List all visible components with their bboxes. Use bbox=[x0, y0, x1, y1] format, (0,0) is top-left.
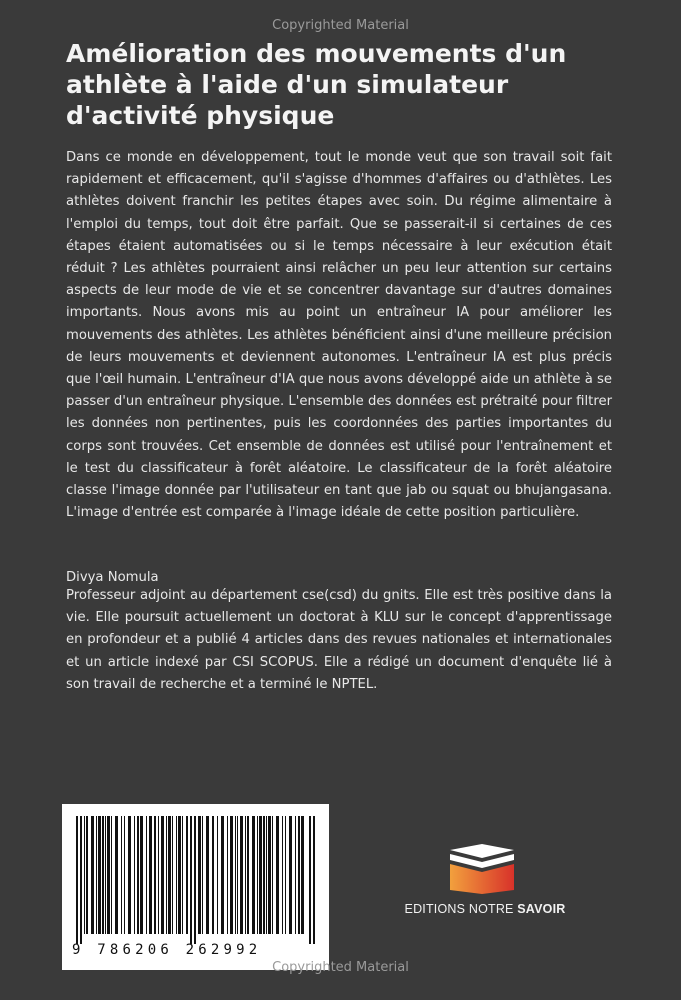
barcode-bar bbox=[285, 816, 286, 934]
barcode-bar bbox=[257, 816, 258, 934]
barcode-bar bbox=[186, 816, 188, 934]
barcode-bar bbox=[266, 816, 267, 934]
barcode-bar bbox=[176, 816, 177, 934]
barcode-bar bbox=[166, 816, 167, 934]
isbn-number: 9 786206 262992 bbox=[72, 942, 262, 958]
barcode-bar bbox=[194, 816, 196, 944]
barcode-bar bbox=[301, 816, 304, 934]
barcode-bar bbox=[128, 816, 131, 934]
barcode-bar bbox=[289, 816, 292, 934]
barcode-bar bbox=[168, 816, 171, 934]
barcode-bar bbox=[217, 816, 218, 934]
barcode-bars bbox=[74, 816, 317, 944]
publisher-logo bbox=[446, 840, 518, 894]
barcode-bar bbox=[190, 816, 192, 944]
barcode-bar bbox=[161, 816, 164, 934]
barcode-bar bbox=[172, 816, 173, 934]
barcode-bar bbox=[84, 816, 85, 934]
barcode-bar bbox=[149, 816, 152, 934]
barcode-bar bbox=[235, 816, 236, 934]
barcode-bar bbox=[96, 816, 97, 934]
barcode-bar bbox=[313, 816, 315, 944]
barcode-bar bbox=[212, 816, 214, 934]
barcode-bar bbox=[107, 816, 110, 934]
barcode-bar bbox=[111, 816, 112, 934]
barcode-bar bbox=[121, 816, 122, 934]
barcode-bar bbox=[245, 816, 246, 934]
barcode-bar bbox=[115, 816, 118, 934]
barcode-bar bbox=[198, 816, 201, 934]
barcode-bar bbox=[80, 816, 82, 944]
barcode-bar bbox=[240, 816, 243, 934]
barcode-bar bbox=[91, 816, 94, 934]
barcode-bar bbox=[178, 816, 181, 934]
barcode-bar bbox=[76, 816, 78, 944]
barcode-bar bbox=[252, 816, 255, 934]
barcode-bar bbox=[282, 816, 283, 934]
watermark-top: Copyrighted Material bbox=[272, 18, 409, 33]
barcode-bar bbox=[137, 816, 139, 934]
barcode-bar bbox=[86, 816, 88, 934]
publisher-name bbox=[395, 902, 575, 916]
book-summary: Dans ce monde en développement, tout le monde veut que son travail soit fait rapidement et efficacement, qu'il s'agisse d'hommes d'affaires ou d'athlètes. Les athlètes doivent franchir les petites étapes avec soin. Du régime alimentaire à l'emploi du temps, tout doit être parfait. Que se passerait-il si certaines de ces étapes étaient automatisées ou si le temps nécessaire à leur exécution était réduit ? Les athlètes pourraient ainsi relâcher un peu leur attention sur certains aspects de leur mode de vie et se concentrer davantage sur d'autres domaines importants. Nous avons mis au point un entraîneur IA pour améliorer les mouvements des athlètes. Les athlètes bénéficient ainsi d'une meilleure précision de leurs mouvements et deviennent autonomes. L'entraîneur IA est plus précis que l'œil humain. L'entraîneur d'IA que nous avons développé aide un athlète à se passer d'un entraîneur physique. L'ensemble des données est prétraité pour filtrer les données non pertinentes, puis les coordonnées des parties importantes du corps sont trouvées. Cet ensemble de données est utilisé pour l'entraînement et le test du classificateur à forêt aléatoire. Le classificateur de la forêt aléatoire classe l'image donnée par l'utilisateur en tant que jab ou squat ou bhujangasana. L'image d'entrée est comparée à l'image idéale de cette position particulière. bbox=[66, 150, 612, 521]
barcode-bar bbox=[263, 816, 265, 934]
publisher-name-regular: EDITIONS NOTRE bbox=[404, 902, 518, 916]
barcode-bar bbox=[124, 816, 125, 934]
barcode-bar bbox=[221, 816, 224, 934]
barcode-bar bbox=[268, 816, 271, 934]
barcode-bar bbox=[154, 816, 156, 934]
barcode-bar bbox=[247, 816, 249, 934]
barcode-bar bbox=[182, 816, 183, 934]
isbn-barcode bbox=[62, 804, 329, 970]
barcode-bar bbox=[237, 816, 238, 934]
barcode-bar bbox=[140, 816, 143, 934]
barcode-bar bbox=[276, 816, 279, 934]
barcode-bar bbox=[230, 816, 233, 934]
barcode-bar bbox=[259, 816, 262, 934]
barcode-bar bbox=[105, 816, 106, 934]
barcode-bar bbox=[272, 816, 273, 934]
barcode-bar bbox=[227, 816, 228, 934]
author-bio: Professeur adjoint au département cse(csd) du gnits. Elle est très positive dans la vie. Elle poursuit actuellement un doctorat à KLU sur le concept d'apprentissage en profondeur et a publié 4 articles dans des revues nationales et internationales et un article indexé par CSI SCOPUS. Elle a rédigé un document d'enquête lié à son travail de recherche et a terminé le NPTEL. bbox=[66, 588, 612, 692]
barcode-bar bbox=[134, 816, 135, 934]
barcode-bar bbox=[202, 816, 203, 934]
barcode-bar bbox=[102, 816, 104, 934]
barcode-bar bbox=[146, 816, 147, 934]
barcode-bar bbox=[298, 816, 300, 934]
watermark-bottom: Copyrighted Material bbox=[272, 960, 409, 975]
barcode-bar bbox=[158, 816, 159, 934]
author-name: Divya Nomula bbox=[66, 570, 159, 585]
barcode-bar bbox=[295, 816, 296, 934]
book-title: Amélioration des mouvements d'un athlète à l'aide d'un simulateur d'activité physique bbox=[66, 39, 567, 130]
publisher-name-bold: SAVOIR bbox=[517, 902, 566, 916]
barcode-bar bbox=[206, 816, 209, 934]
barcode-bar bbox=[98, 816, 101, 934]
barcode-bar bbox=[309, 816, 311, 944]
